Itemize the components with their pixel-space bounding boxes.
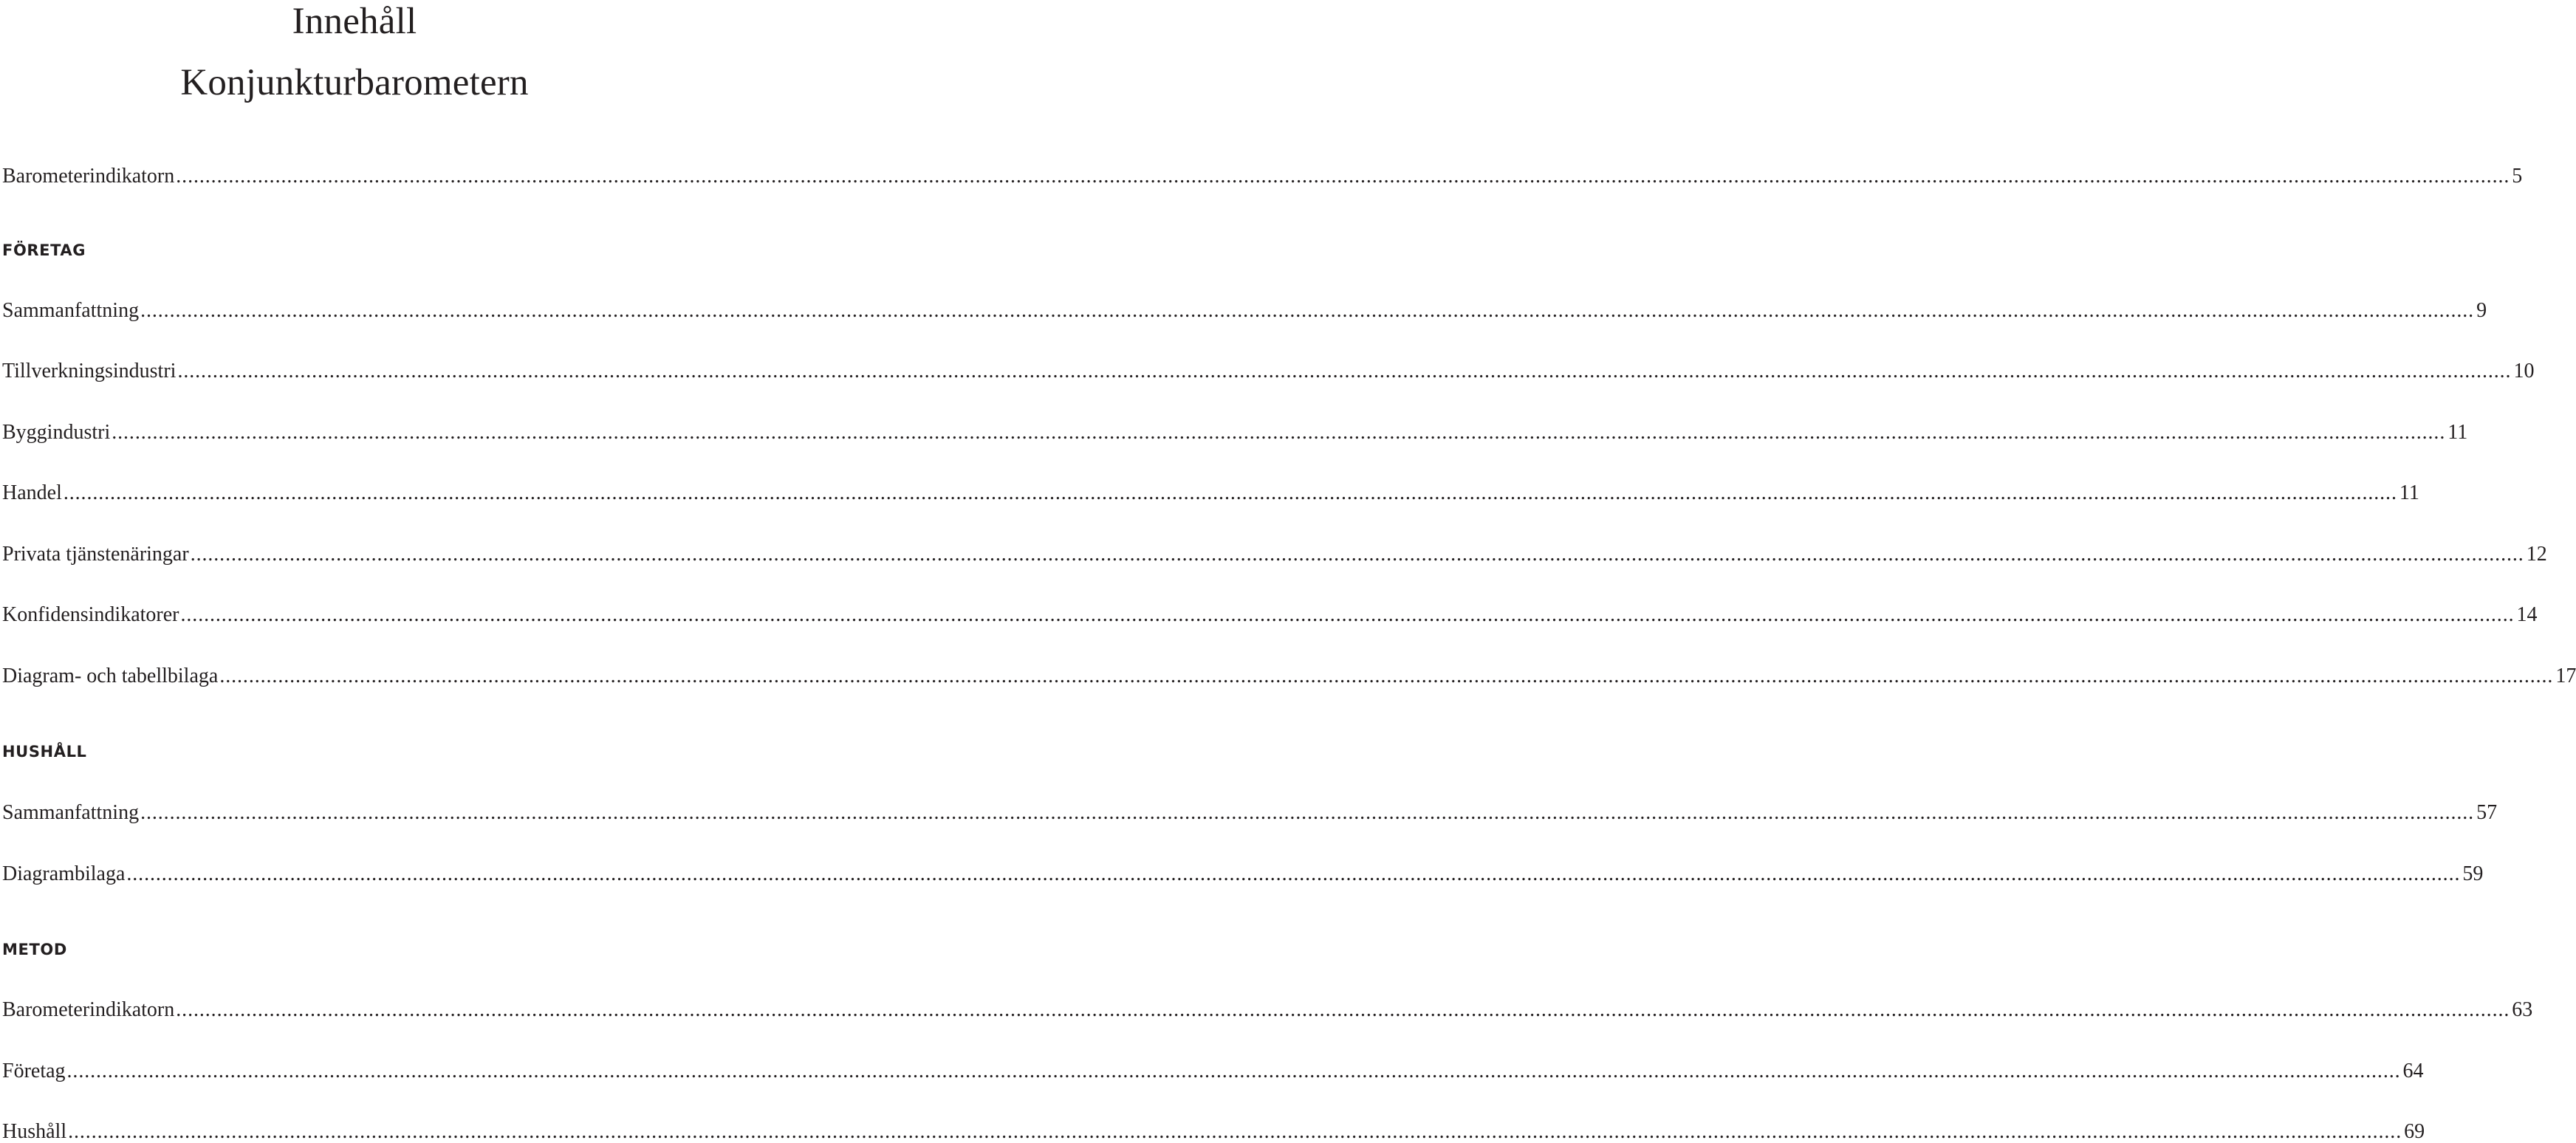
toc-entry[interactable]	[2, 295, 2487, 322]
toc-entry[interactable]	[2, 858, 2484, 885]
toc-entry-label: Diagram- och tabellbilaga	[2, 665, 219, 687]
toc-leader-dots: ................................................................................................................................................................................................................................................................................................................................................................................................................	[176, 998, 2510, 1021]
toc-entry[interactable]	[2, 355, 2535, 382]
toc-entry-label: Tillverkningsindustri	[2, 360, 177, 382]
document-title: Innehåll	[292, 1, 417, 42]
toc-entry-label: Barometerindikatorn	[2, 998, 175, 1021]
toc-entry-page: 57	[2476, 801, 2498, 824]
toc-entry-page: 5	[2512, 165, 2523, 188]
toc-entry-label: Företag	[2, 1060, 66, 1082]
toc-leader-dots: ................................................................................................................................................................................................................................................................................................................................................................................................................	[126, 862, 2461, 885]
toc-leader-dots: ................................................................................................................................................................................................................................................................................................................................................................................................................	[140, 299, 2475, 322]
toc-leader-dots: ................................................................................................................................................................................................................................................................................................................................................................................................................	[112, 421, 2446, 444]
toc-entry-page: 59	[2462, 862, 2484, 885]
toc-entry-page: 11	[2447, 421, 2468, 444]
toc-entry-page: 69	[2404, 1120, 2425, 1143]
toc-leader-dots: ................................................................................................................................................................................................................................................................................................................................................................................................................	[140, 801, 2475, 824]
toc-entry[interactable]	[2, 477, 2419, 504]
section-heading-metod: METOD	[2, 941, 67, 958]
toc-entry-label: Handel	[2, 481, 62, 504]
section-heading-foretag: FÖRETAG	[2, 241, 86, 259]
toc-entry-page: 14	[2516, 603, 2538, 626]
toc-leader-dots: ................................................................................................................................................................................................................................................................................................................................................................................................................	[176, 165, 2510, 188]
toc-entry-page: 17	[2555, 665, 2576, 687]
toc-leader-dots: ................................................................................................................................................................................................................................................................................................................................................................................................................	[63, 481, 2397, 504]
toc-entry-page: 11	[2399, 481, 2419, 504]
toc-entry[interactable]	[2, 660, 2576, 687]
toc-entry-label: Byggindustri	[2, 421, 111, 444]
toc-leader-dots: ................................................................................................................................................................................................................................................................................................................................................................................................................	[68, 1120, 2402, 1143]
toc-entry-label: Barometerindikatorn	[2, 165, 175, 188]
toc-entry-page: 63	[2512, 998, 2533, 1021]
toc-entry-page: 64	[2402, 1060, 2424, 1082]
toc-entry-label: Diagrambilaga	[2, 862, 126, 885]
toc-leader-dots: ................................................................................................................................................................................................................................................................................................................................................................................................................	[66, 1060, 2401, 1082]
toc-leader-dots: ................................................................................................................................................................................................................................................................................................................................................................................................................	[180, 603, 2515, 626]
toc-entry[interactable]	[2, 538, 2547, 566]
toc-entry-label: Sammanfattning	[2, 299, 140, 322]
toc-entry[interactable]	[2, 797, 2498, 824]
toc-entry-label: Privata tjänstenäringar	[2, 543, 189, 566]
toc-entry-label: Sammanfattning	[2, 801, 140, 824]
toc-entry-label: Konfidensindikatorer	[2, 603, 179, 626]
toc-entry[interactable]	[2, 1116, 2425, 1143]
toc-entry[interactable]	[2, 416, 2468, 444]
toc-entry[interactable]	[2, 1055, 2424, 1082]
toc-leader-dots: ................................................................................................................................................................................................................................................................................................................................................................................................................	[177, 360, 2512, 382]
toc-entry[interactable]	[2, 599, 2538, 626]
toc-entry-barometerindikatorn[interactable]	[2, 160, 2523, 188]
toc-entry-page: 9	[2476, 299, 2487, 322]
section-heading-hushall: HUSHÅLL	[2, 743, 87, 761]
toc-entry-page: 10	[2513, 360, 2535, 382]
toc-entry[interactable]	[2, 994, 2533, 1021]
toc-leader-dots: ................................................................................................................................................................................................................................................................................................................................................................................................................	[219, 665, 2554, 687]
document-subtitle: Konjunkturbarometern	[180, 62, 529, 103]
toc-leader-dots: ................................................................................................................................................................................................................................................................................................................................................................................................................	[190, 543, 2524, 566]
toc-entry-label: Hushåll	[2, 1120, 67, 1143]
toc-entry-page: 12	[2526, 543, 2547, 566]
